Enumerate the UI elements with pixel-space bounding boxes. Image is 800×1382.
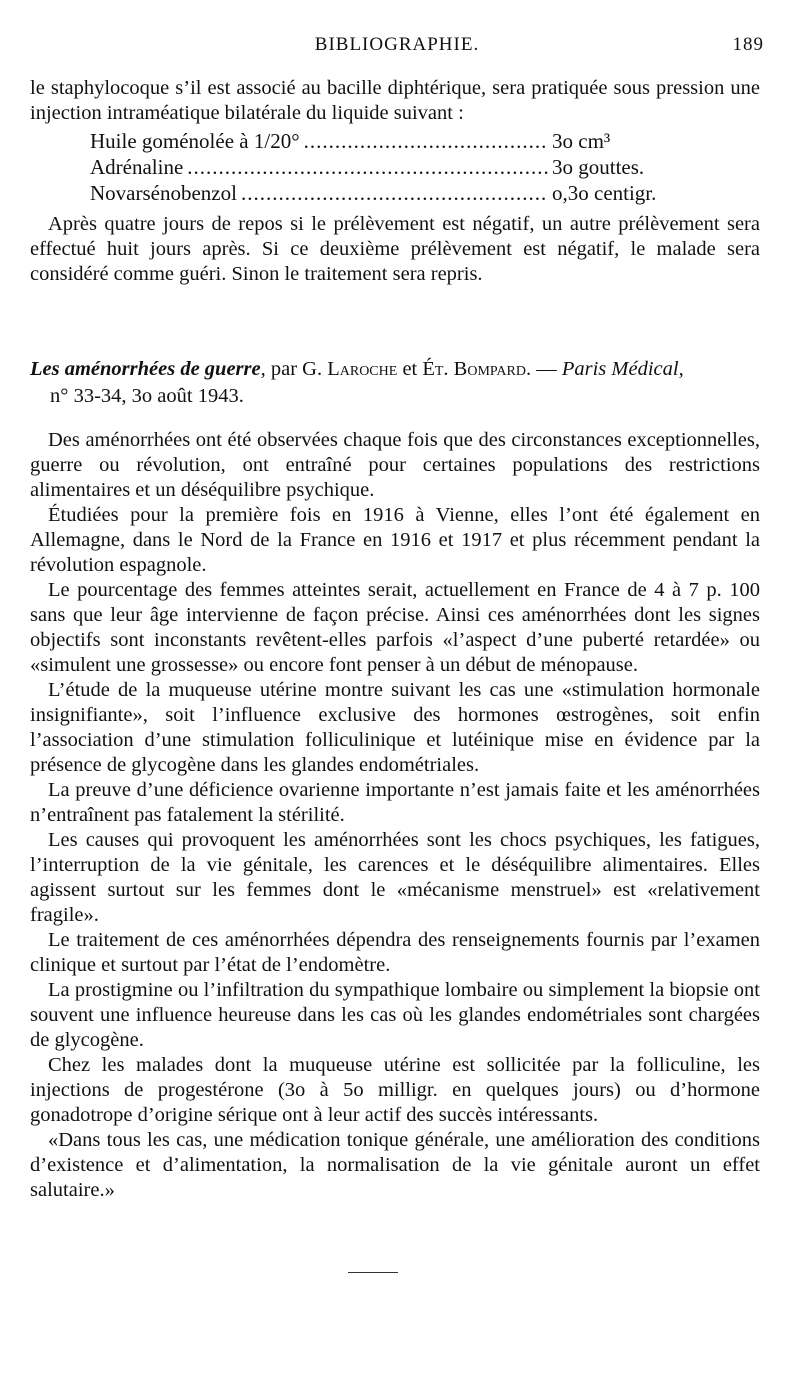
citation-and: et (397, 358, 423, 380)
article-paragraph: L’étude de la muqueuse utérine montre suivant les cas une «stimulation hormonale insignifiante», soit l’influence exclusive des hormones œstrogènes, soit enfin l’association d’une stimulation folliculinique et lutéinique mise en évidence par la présence de glycogène dans les glandes endométriales. (30, 679, 760, 776)
citation-issue: n° 33-34, 3o août 1943. (50, 385, 244, 407)
prescription-list (90, 128, 702, 206)
leader-dots (241, 180, 548, 206)
article-title: Les aménorrhées de guerre (30, 358, 261, 380)
article-paragraph: La preuve d’une déficience ovarienne importante n’est jamais faite et les aménorrhées n’entraînent pas fatalement la stérilité. (30, 779, 760, 826)
article-paragraph: La prostigmine ou l’infiltration du sympathique lombaire ou simplement la biopsie ont souvent une influence heureuse dans les cas où les glandes endométriales sont chargées de glycogène. (30, 979, 760, 1051)
running-head (30, 34, 764, 58)
prescription-item (90, 180, 702, 206)
journal-name: Paris Médical, (561, 358, 684, 380)
prescription-item-name: Huile goménolée à 1/20° (90, 129, 300, 153)
page-number: 189 (732, 34, 764, 55)
citation-line-1 (30, 356, 760, 383)
running-head-title: BIBLIOGRAPHIE. (314, 34, 480, 55)
author-2: Ét. Bompard. (422, 358, 532, 380)
prescription-item-name: Novarsénobenzol (90, 181, 237, 205)
after-prescription-text: Après quatre jours de repos si le prélèvement est négatif, un autre prélèvement sera effectué huit jours après. Si ce deuxième prélèvement est négatif, le malade sera considéré comme guéri. Sinon le traitement sera repris. (30, 213, 760, 285)
article-body (30, 428, 760, 1203)
article-paragraph: «Dans tous les cas, une médication tonique générale, une amélioration des conditions d’existence et d’alimentation, la normalisation de la vie génitale auront un effet salutaire.» (30, 1129, 760, 1201)
article-paragraph: Des aménorrhées ont été observées chaque fois que des circonstances exceptionnelles, guerre ou révolution, ont entraîné pour certaines populations des restrictions alimentaires et un déséquilibre psychique. (30, 429, 760, 501)
citation-by: , par (260, 358, 303, 380)
prescription-item-quantity: 3o gouttes. (552, 155, 645, 179)
article-paragraph: Étudiées pour la première fois en 1916 à Vienne, elles l’ont été également en Allemagne, dans le Nord de la France en 1916 et 1917 et plus récemment pendant la révolution espagnole. (30, 504, 760, 576)
leader-dots (304, 128, 548, 154)
prescription-item-quantity: o,3o centigr. (552, 181, 657, 205)
prescription-item (90, 154, 702, 180)
leader-dots (187, 154, 548, 180)
article-paragraph: Le traitement de ces aménorrhées dépendra des renseignements fournis par l’examen clinique et surtout par l’état de l’endomètre. (30, 929, 760, 976)
article-paragraph: Les causes qui provoquent les aménorrhées sont les chocs psychiques, les fatigues, l’interruption de la vie génitale, les carences et le déséquilibre alimentaires. Elles agissent surtout sur les femmes dont le «mécanisme menstruel» est «relativement fragile». (30, 829, 760, 926)
prescription-item-name: Adrénaline (90, 155, 184, 179)
intro-paragraph (30, 76, 760, 126)
article-paragraph: Le pourcentage des femmes atteintes serait, actuellement en France de 4 à 7 p. 100 sans que leur âge intervienne de façon précise. Ainsi ces aménorrhées dont les signes objectifs sont inconstants revêtent-elles parfois «l’aspect d’une puberté retardée» ou «simulent une grossesse» ou encore font penser à un début de ménopause. (30, 579, 760, 676)
citation-dash: — (531, 358, 562, 380)
article-citation (30, 356, 760, 410)
prescription-item-quantity: 3o cm³ (552, 129, 611, 153)
article-paragraph: Chez les malades dont la muqueuse utérine est sollicitée par la folliculine, les injections de progestérone (3o à 5o milligr. en quelques jours) ou d’hormone gonadotrope d’origine sérique ont à leur actif des succès intéressants. (30, 1054, 760, 1126)
author-1: G. Laroche (302, 358, 398, 380)
end-divider (348, 1272, 398, 1273)
intro-text: le staphylocoque s’il est associé au bacille diphtérique, sera pratiquée sous pression une injection intraméatique bilatérale du liquide suivant : (30, 77, 760, 124)
prescription-item (90, 128, 702, 154)
after-prescription-paragraph (30, 212, 760, 287)
